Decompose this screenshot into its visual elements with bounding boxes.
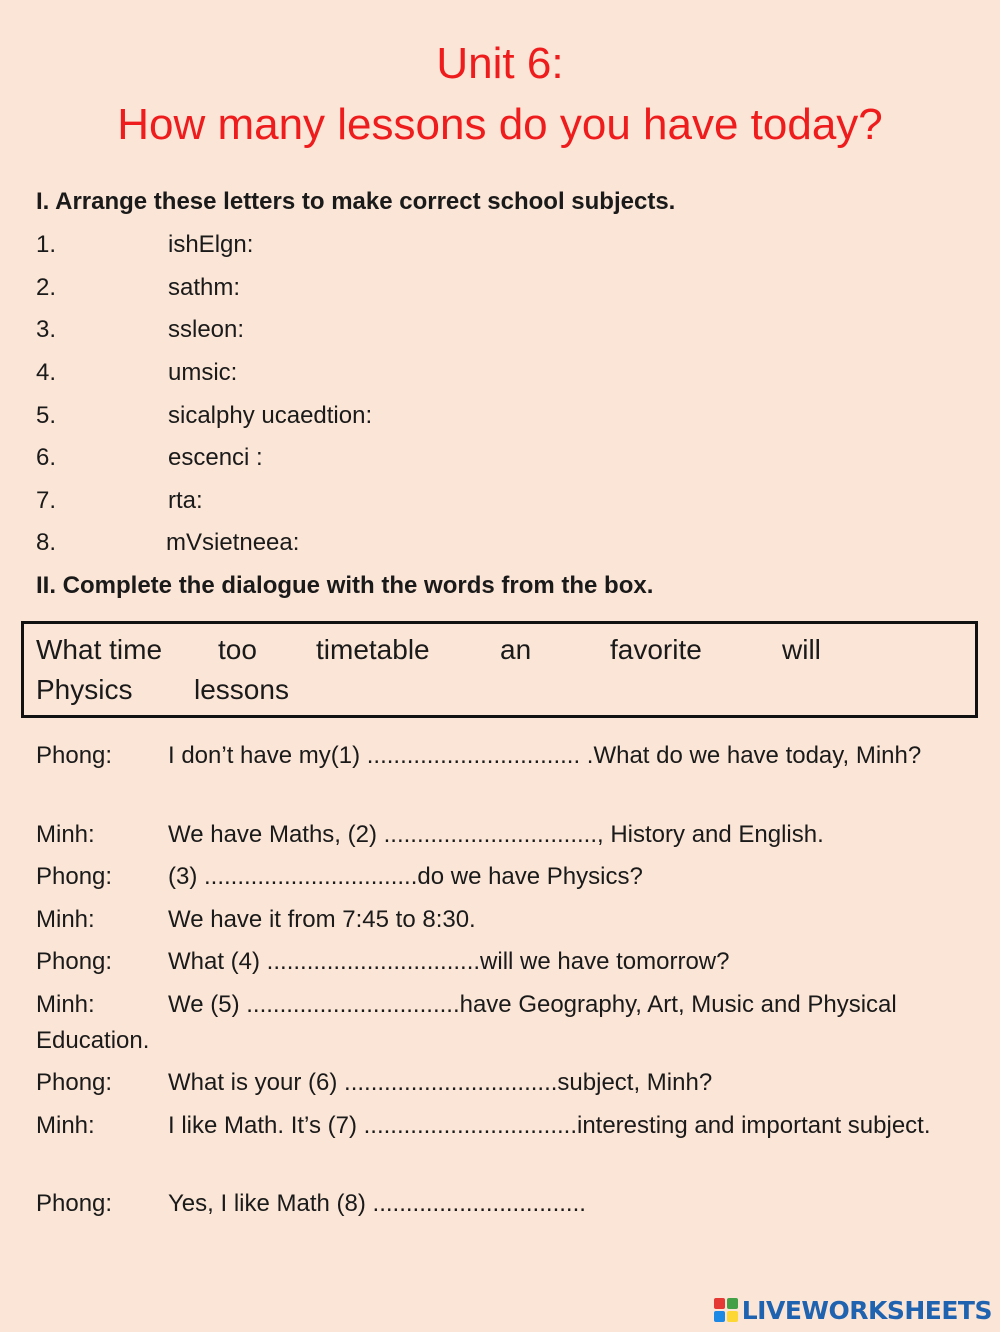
item-number: 1.: [36, 231, 57, 258]
dialogue-text: I like Math. It’s (7) ................................interesting and important subject.: [168, 1112, 931, 1139]
word-option: lessons: [194, 674, 289, 705]
dialogue-line: [36, 738, 956, 774]
section2-heading: II. Complete the dialogue with the words from the box.: [36, 572, 654, 599]
item-number: 8.: [36, 529, 57, 556]
word-option: an: [500, 634, 532, 665]
dialogue-text: Yes, I like Math (8) ................................: [168, 1190, 586, 1217]
dialogue-text: What is your (6) ................................subject, Minh?: [168, 1069, 713, 1096]
word-option: favorite: [610, 634, 702, 665]
dialogue-text: What (4) ................................will we have tomorrow?: [168, 948, 730, 975]
brand-name: LIVEWORKSHEETS: [741, 1295, 992, 1325]
section1-heading: I. Arrange these letters to make correct school subjects.: [36, 188, 676, 215]
logo-square: [714, 1298, 725, 1309]
title-line-2: How many lessons do you have today?: [117, 100, 883, 149]
dialogue-text: We (5) ................................have Geography, Art, Music and Physical Education.: [36, 991, 897, 1054]
logo-square: [714, 1311, 725, 1322]
dialogue-line: [36, 1108, 956, 1144]
scrambled-word: umsic:: [168, 359, 238, 386]
dialogue-text: (3) ................................do we have Physics?: [168, 863, 643, 890]
dialogue-line: [36, 817, 956, 853]
scrambled-word: sathm:: [168, 274, 241, 301]
logo-square: [727, 1298, 738, 1309]
speaker-name: Minh:: [36, 821, 95, 848]
dialogue-text: We have it from 7:45 to 8:30.: [168, 906, 476, 933]
word-option: too: [218, 634, 257, 665]
item-number: 5.: [36, 402, 57, 429]
item-number: 2.: [36, 274, 57, 301]
dialogue-line: [36, 1065, 956, 1101]
word-option: What time: [36, 634, 163, 665]
word-option: Physics: [36, 674, 133, 705]
scrambled-word: mVsietneea:: [166, 529, 300, 556]
item-number: 4.: [36, 359, 57, 386]
dialogue-line: [36, 859, 956, 895]
dialogue-text: I don’t have my(1) ................................ .What do we have today, Minh?: [168, 742, 922, 769]
speaker-name: Phong:: [36, 742, 113, 769]
speaker-name: Phong:: [36, 948, 113, 975]
speaker-name: Phong:: [36, 1069, 113, 1096]
scrambled-word: sicalphy ucaedtion:: [168, 402, 373, 429]
scrambled-word: rta:: [168, 487, 203, 514]
speaker-name: Phong:: [36, 863, 113, 890]
speaker-name: Minh:: [36, 1112, 95, 1139]
speaker-name: Minh:: [36, 991, 95, 1018]
item-number: 7.: [36, 487, 57, 514]
logo-square: [727, 1311, 738, 1322]
scrambled-word: ishElgn:: [168, 231, 254, 258]
item-number: 6.: [36, 444, 57, 471]
word-box: [21, 621, 978, 718]
word-option: will: [782, 634, 821, 665]
word-option: timetable: [316, 634, 430, 665]
dialogue-line: [36, 902, 956, 938]
brand-logo-icon: [714, 1298, 738, 1322]
title-line-1: Unit 6:: [436, 39, 564, 88]
scrambled-word: ssleon:: [168, 316, 245, 343]
dialogue-line: [36, 987, 956, 1059]
dialogue-line: [36, 1186, 956, 1222]
scrambled-word: escenci :: [168, 444, 263, 471]
dialogue-text: We have Maths, (2) ................................, History and English.: [168, 821, 824, 848]
item-number: 3.: [36, 316, 57, 343]
speaker-name: Minh:: [36, 906, 95, 933]
dialogue-line: [36, 944, 956, 980]
brand-watermark: [714, 1292, 992, 1328]
speaker-name: Phong:: [36, 1190, 113, 1217]
